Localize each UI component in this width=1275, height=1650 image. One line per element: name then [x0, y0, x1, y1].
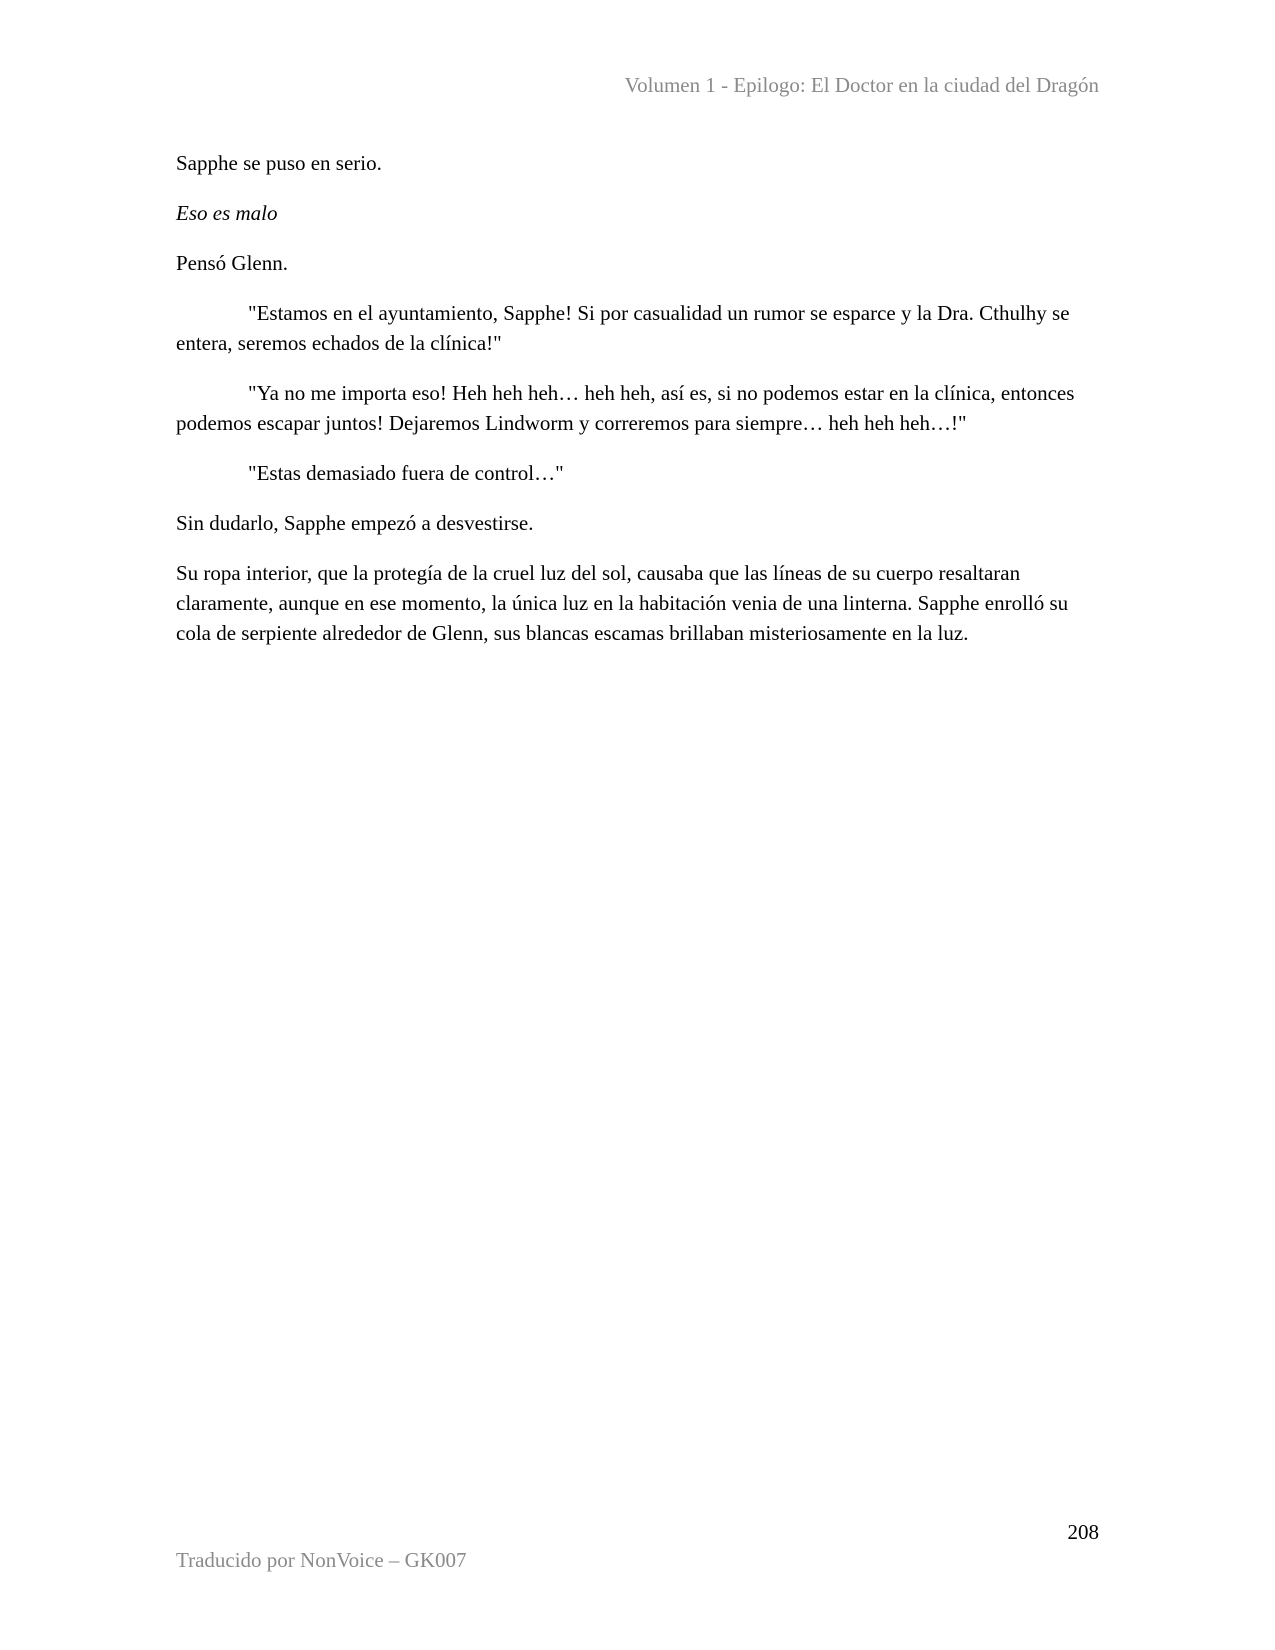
paragraph: Sapphe se puso en serio. [176, 151, 382, 175]
running-header: Volumen 1 - Epilogo: El Doctor en la ciudad del Dragón [624, 73, 1099, 97]
body-text [176, 148, 1091, 668]
paragraph-dialogue: "Estamos en el ayuntamiento, Sapphe! Si por casualidad un rumor se esparce y la Dra. Cthulhy se entera, seremos echados de la clínica!" [176, 301, 1070, 355]
footer-credit: Traducido por NonVoice – GK007 [176, 1548, 467, 1572]
paragraph-dialogue: "Ya no me importa eso! Heh heh heh… heh heh, así es, si no podemos estar en la clínica, entonces podemos escapar juntos! Dejaremos Lindworm y correremos para siempre… heh heh heh…!" [176, 381, 1075, 435]
paragraph: Su ropa interior, que la protegía de la cruel luz del sol, causaba que las líneas de su cuerpo resaltaran claramente, aunque en ese momento, la única luz en la habitación venia de una linterna. Sapphe enrolló su cola de serpiente alrededor de Glenn, sus blancas escamas brillaban misteriosamente en la luz. [176, 561, 1069, 645]
paragraph-dialogue: "Estas demasiado fuera de control…" [248, 461, 564, 485]
paragraph: Sin dudarlo, Sapphe empezó a desvestirse. [176, 511, 534, 535]
paragraph: Pensó Glenn. [176, 251, 288, 275]
page-number: 208 [1067, 1520, 1099, 1544]
paragraph-italic-thought: Eso es malo [176, 201, 278, 225]
